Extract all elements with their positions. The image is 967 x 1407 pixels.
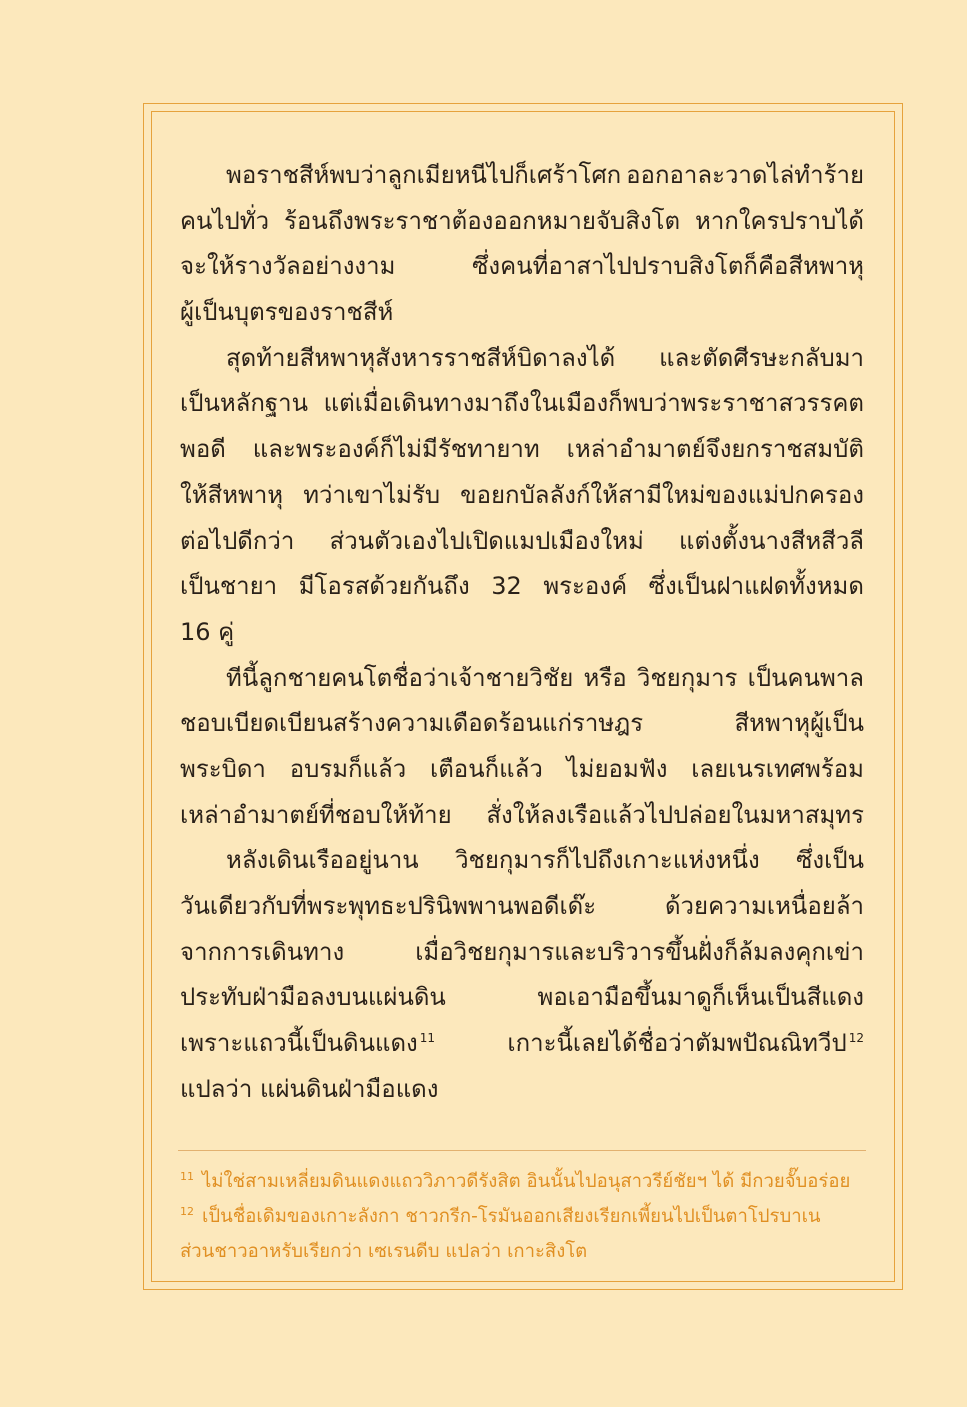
text-line: สุดท้ายสีหพาหุสังหารราชสีห์บิดาลงได้ และตัดศีรษะกลับมา	[226, 343, 864, 372]
footnote-12-continued	[180, 1234, 864, 1269]
text-line: คนไปทั่ว ร้อนถึงพระราชาต้องออกหมายจับสิงโต หากใครปราบได้	[180, 206, 864, 235]
text-line: ประทับฝ่ามือลงบนแผ่นดิน พอเอามือขึ้นมาดูก็เห็นเป็นสีแดง	[180, 983, 864, 1012]
footnote-ref-11: 11	[419, 1031, 436, 1046]
text-line: จากการเดินทาง เมื่อวิชยกุมารและบริวารขึ้นฝั่งก็ล้มลงคุกเข่า	[180, 937, 864, 966]
footnote-12	[180, 1199, 864, 1234]
footnote-text: ไม่ใช่สามเหลี่ยมดินแดงแถววิภาวดีรังสิต อินนั้นไปอนุสาวรีย์ชัยฯ ได้ มีกวยจั๊บอร่อย	[202, 1171, 851, 1192]
text-line: ชอบเบียดเบียนสร้างความเดือดร้อนแก่ราษฎร สีหพาหุผู้เป็น	[180, 709, 864, 738]
text-line: พระบิดา อบรมก็แล้ว เตือนก็แล้ว ไม่ยอมฟัง เลยเนรเทศพร้อม	[180, 754, 864, 783]
footnotes	[180, 1164, 864, 1269]
text-line: หลังเดินเรืออยู่นาน วิชยกุมารก็ไปถึงเกาะแห่งหนึ่ง ซึ่งเป็น	[226, 846, 864, 875]
text-line: ให้สีหพาหุ ทว่าเขาไม่รับ ขอยกบัลลังก์ให้สามีใหม่ของแม่ปกครอง	[180, 480, 864, 509]
body-text	[180, 153, 864, 1112]
text-line: จะให้รางวัลอย่างงาม ซึ่งคนที่อาสาไปปราบสิงโตก็คือสีหพาหุ	[180, 252, 864, 281]
footnote-text: เป็นชื่อเดิมของเกาะลังกา ชาวกรีก-โรมันออกเสียงเรียกเพี้ยนไปเป็นตาโปรบาเน	[202, 1206, 821, 1227]
text-line: เป็นชายา มีโอรสด้วยกันถึง 32 พระองค์ ซึ่งเป็นฝาแฝดทั้งหมด	[180, 572, 864, 601]
text-line: วันเดียวกับที่พระพุทธะปรินิพพานพอดีเด๊ะ ด้วยความเหนื่อยล้า	[180, 892, 864, 920]
footnote-divider	[178, 1150, 866, 1151]
footnote-text: ส่วนชาวอาหรับเรียกว่า เซเรนดีบ แปลว่า เกาะสิงโต	[180, 1241, 588, 1262]
text-line: แปลว่า แผ่นดินฝ่ามือแดง	[180, 1074, 439, 1103]
footnote-number: 11	[180, 1169, 194, 1183]
footnote-number: 12	[180, 1204, 194, 1218]
text-line: ต่อไปดีกว่า ส่วนตัวเองไปเปิดแมปเมืองใหม่ แต่งตั้งนางสีหสีวลี	[180, 526, 864, 555]
text-line: 16 คู่	[180, 617, 235, 646]
text-line: ผู้เป็นบุตรของราชสีห์	[180, 298, 394, 327]
text-line: เพราะแถวนี้เป็นดินแดง $^{11}$ เกาะนี้เลยได้ชื่อว่าตัมพปัณณิทวีป $^{12}$	[180, 1029, 864, 1058]
text-line: พอราชสีห์พบว่าลูกเมียหนีไปก็เศร้าโศก ออกอาละวาดไล่ทำร้าย	[226, 161, 864, 189]
footnote-ref-12: 12	[848, 1031, 864, 1046]
text-line: ทีนี้ลูกชายคนโตชื่อว่าเจ้าชายวิชัย หรือ วิชยกุมาร เป็นคนพาล	[226, 663, 864, 692]
text-line: เหล่าอำมาตย์ที่ชอบให้ท้าย สั่งให้ลงเรือแล้วไปปล่อยในมหาสมุทร	[180, 800, 864, 829]
text-line: พอดี และพระองค์ก็ไม่มีรัชทายาท เหล่าอำมาตย์จึงยกราชสมบัติ	[180, 435, 864, 464]
footnote-11	[180, 1164, 864, 1199]
text-line: เป็นหลักฐาน แต่เมื่อเดินทางมาถึงในเมืองก็พบว่าพระราชาสวรรคต	[180, 389, 864, 418]
